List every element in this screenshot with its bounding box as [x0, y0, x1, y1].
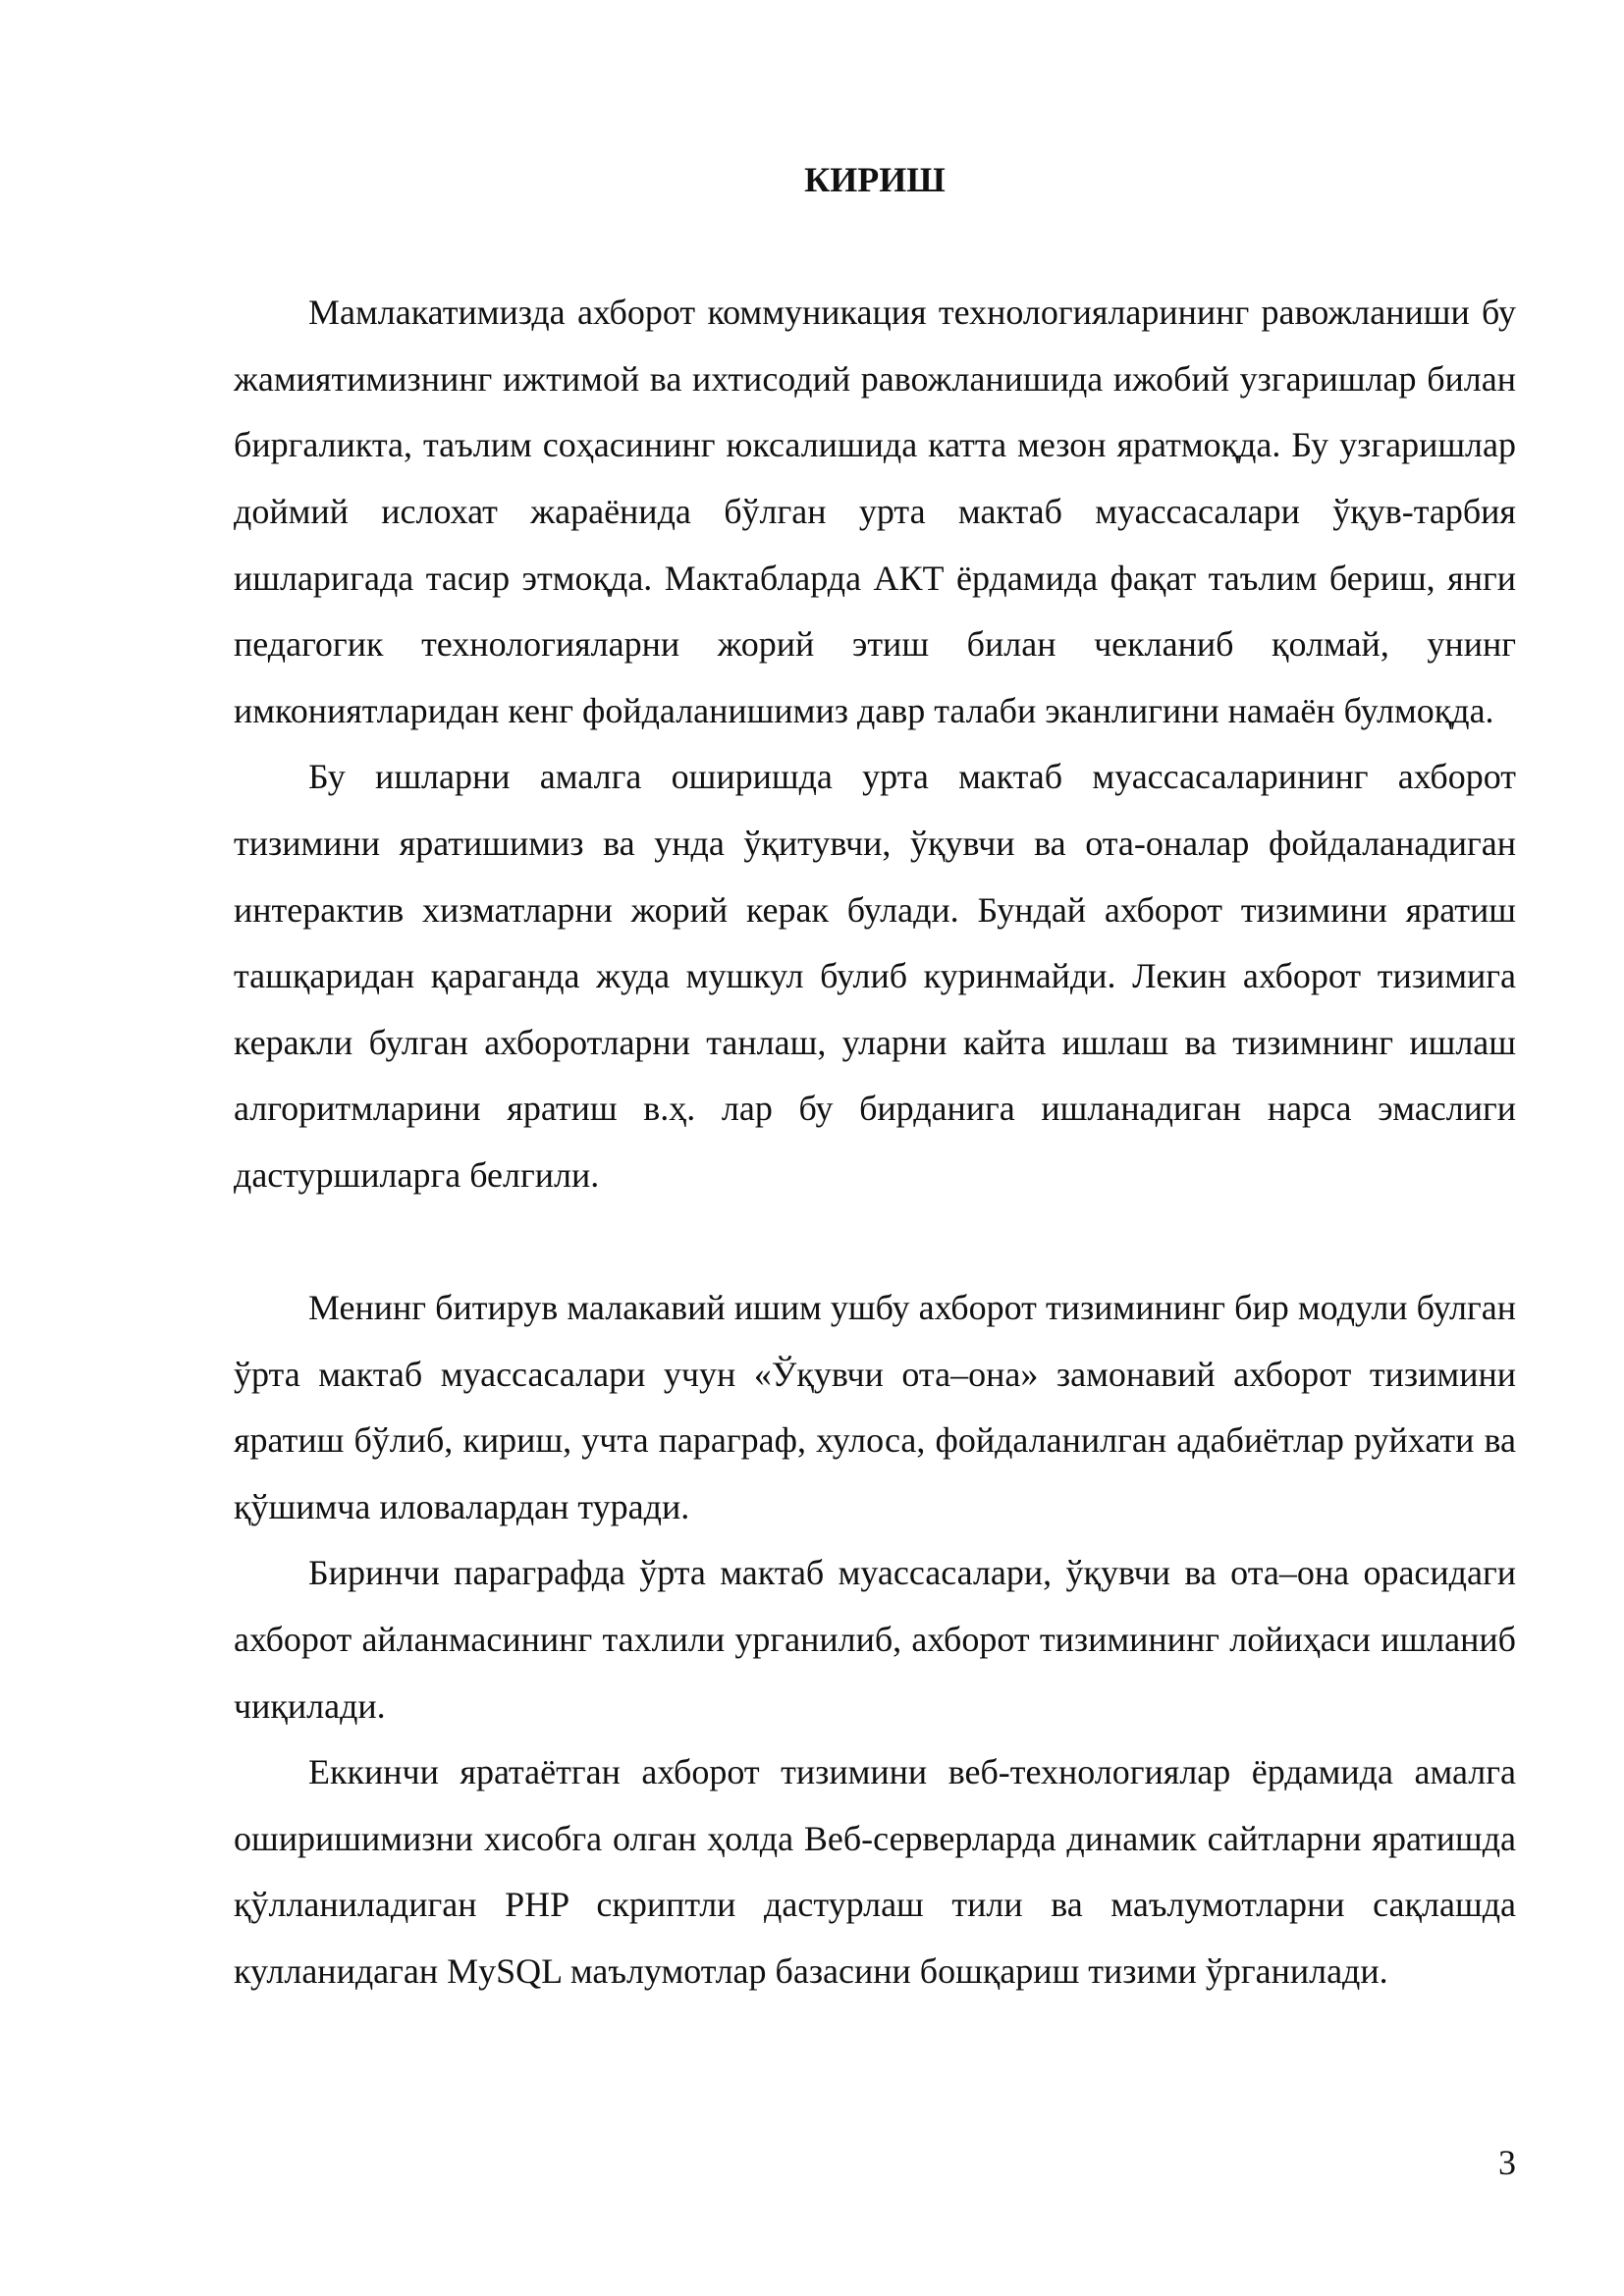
paragraph-5: Еккинчи яратаётган ахборот тизимини веб-технологиялар ёрдамида амалга оширишимизни хисобга олган ҳолда Веб-серверларда динамик сайтларни яратишда қўлланиладиган PHP скриптли дастурлаш тили ва маълумотларни сақлашда кулланидаган MySQL маълумотлар базасини бошқариш тизими ўрганилади. [234, 1752, 1516, 1992]
paragraph-2: Бу ишларни амалга оширишда урта мактаб муассасаларининг ахборот тизимини яратишимиз ва унда ўқитувчи, ўқувчи ва ота-оналар фойдаланадиган интерактив хизматларни жорий керак булади. Бундай ахборот тизимини яратиш ташқаридан қараганда жуда мушкул булиб куринмайди. Лекин ахборот тизимига керакли булган ахборотларни танлаш, уларни кайта ишлаш ва тизимнинг ишлаш алгоритмларини яратиш в.ҳ. лар бу бирданига ишланадиган нарса эмаслиги дастуршиларга белгили. [234, 757, 1516, 1195]
paragraph-4: Биринчи параграфда ўрта мактаб муассасалари, ўқувчи ва ота–она орасидаги ахборот айланмасининг тахлили урганилиб, ахборот тизимининг лойиҳаси ишланиб чиқилади. [234, 1553, 1516, 1726]
title-spacer [234, 214, 1516, 281]
paragraph-gap [234, 1209, 1516, 1276]
paragraph-1: Мамлакатимизда ахборот коммуникация технологияларининг равожланиши бу жамиятимизнинг ижтимой ва ихтисодий равожланишида ижобий узгаришлар билан биргаликта, таълим соҳасининг юксалишида катта мезон яратмоқда. Бу узгаришлар доймий ислохат жараёнида бўлган урта мактаб муассасалари ўқув-тарбия ишларигада тасир этмоқда. Мактабларда АКТ ёрдамида фақат таълим бериш, янги педагогик технологияларни жорий этиш билан чекланиб қолмай, унинг имкониятларидан кенг фойдаланишимиз давр талаби эканлигини намаён булмоқда. [234, 293, 1516, 730]
page-number: 3 [1498, 2143, 1516, 2182]
page-title: КИРИШ [804, 160, 946, 199]
paragraph-3: Менинг битирув малакавий ишим ушбу ахборот тизимининг бир модули булган ўрта мактаб муассасалари учун «Ўқувчи ота–она» замонавий ахборот тизимини яратиш бўлиб, кириш, учта параграф, хулоса, фойдаланилган адабиётлар руйхати ва қўшимча иловалардан туради. [234, 1288, 1516, 1526]
document-page [234, 147, 1516, 2005]
